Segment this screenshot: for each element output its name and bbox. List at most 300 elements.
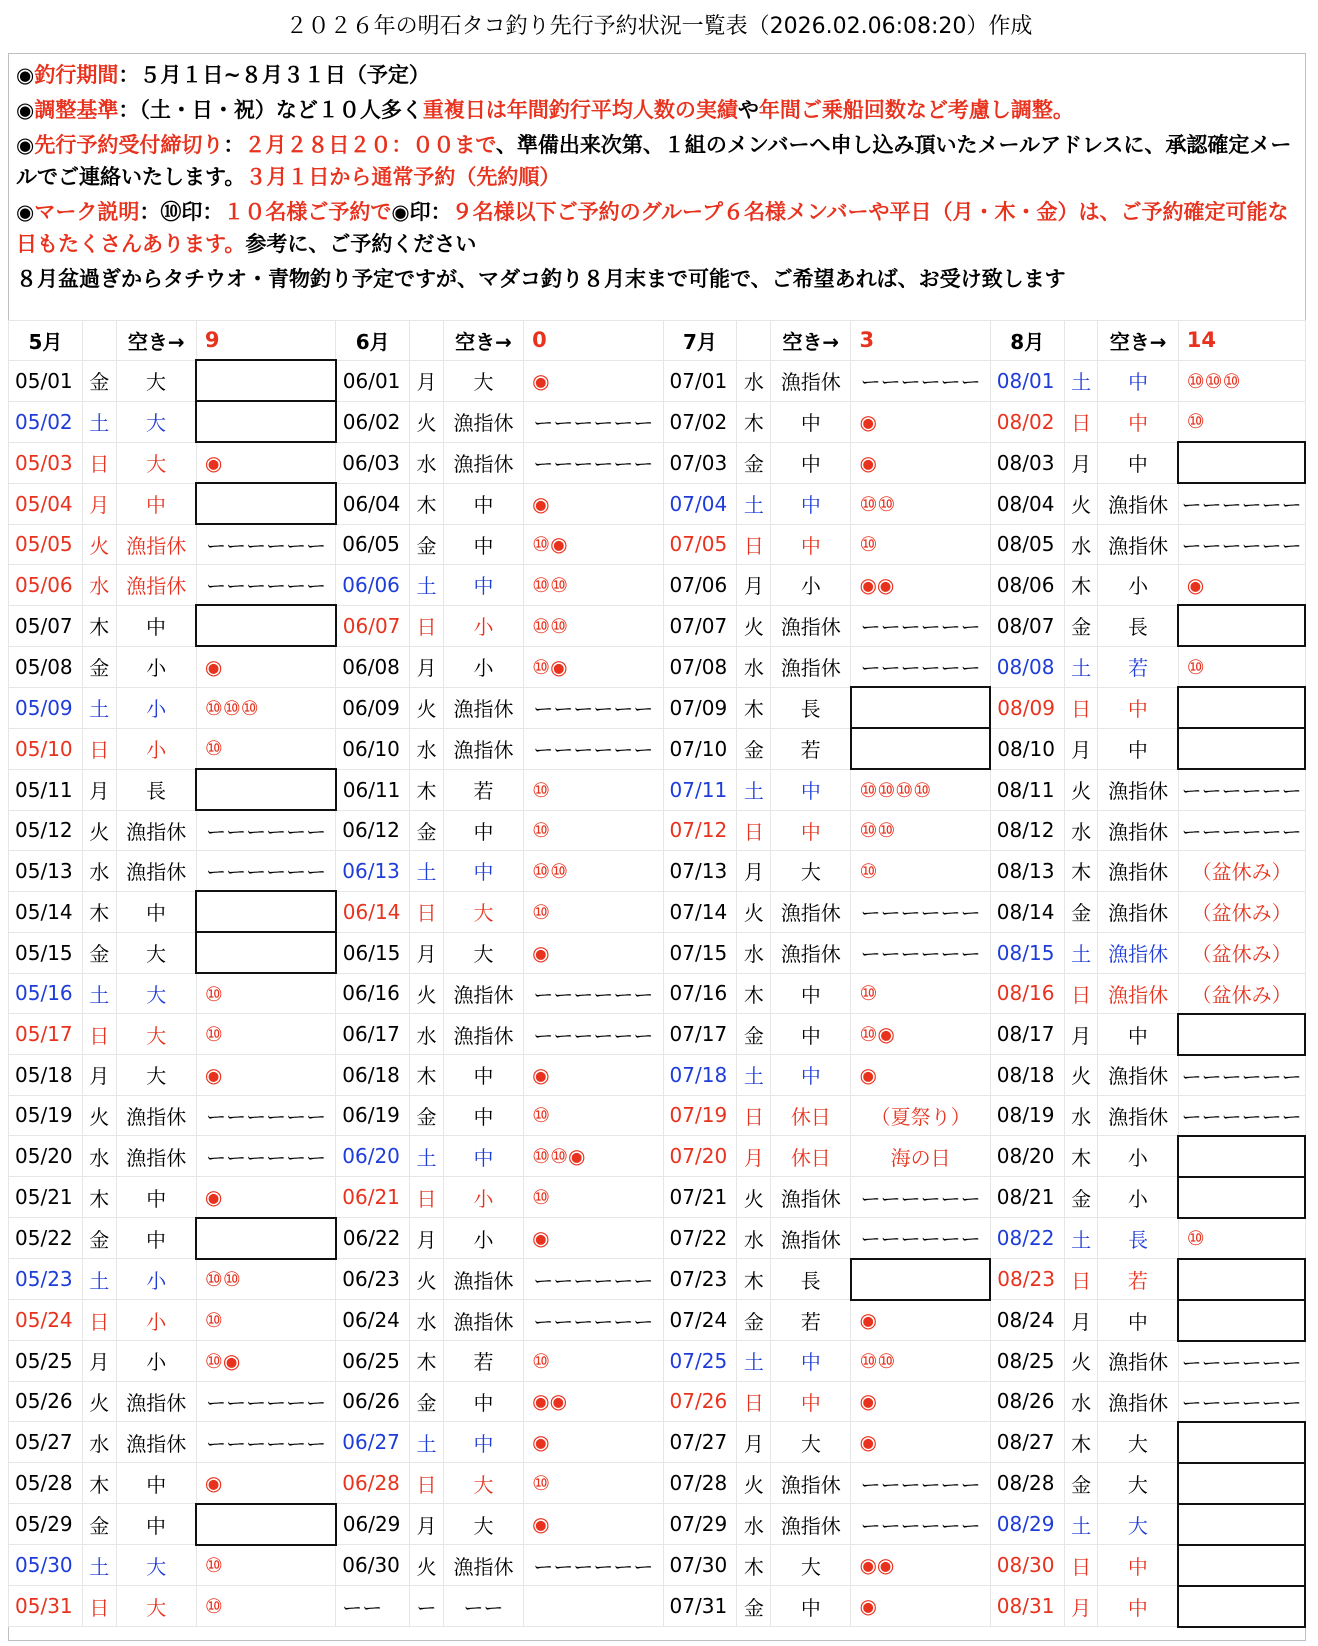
date-cell: 06/04 — [336, 483, 410, 524]
date-cell: 05/11 — [9, 769, 83, 810]
date-cell: 05/04 — [9, 483, 83, 524]
date-cell: 05/08 — [9, 646, 83, 687]
date-cell: 06/06 — [336, 565, 410, 606]
weekday-cell: 土 — [1064, 646, 1098, 687]
weekday-cell: 金 — [1064, 605, 1098, 646]
tide-cell: 大 — [771, 1545, 851, 1586]
reservation-mark: ⑩◉ — [524, 524, 663, 565]
weekday-cell: 水 — [737, 646, 771, 687]
weekday-cell: 水 — [737, 1218, 771, 1259]
reservation-mark: （盆休み） — [1178, 973, 1305, 1014]
tide-cell: 小 — [1098, 1136, 1178, 1177]
tide-cell: 中 — [443, 565, 523, 606]
date-cell: 06/09 — [336, 687, 410, 728]
table-row — [9, 524, 1306, 565]
tide-cell: 中 — [443, 483, 523, 524]
weekday-cell: 火 — [1064, 769, 1098, 810]
tide-cell: 中 — [443, 524, 523, 565]
table-row — [9, 973, 1306, 1014]
reservation-mark: ーーーーーー — [196, 810, 335, 851]
note-text: ： — [223, 132, 245, 157]
date-cell: 05/05 — [9, 524, 83, 565]
date-cell: 08/25 — [990, 1341, 1064, 1382]
reservation-mark: ーーーーーー — [851, 1504, 990, 1545]
available-slot — [851, 728, 990, 769]
available-slot — [196, 1504, 335, 1545]
tide-cell: 大 — [1098, 1422, 1178, 1463]
header-blank — [737, 321, 771, 361]
date-cell: 06/28 — [336, 1463, 410, 1504]
date-cell: 07/23 — [663, 1259, 737, 1300]
weekday-cell: 土 — [410, 1422, 444, 1463]
tide-cell: 漁指休 — [1098, 851, 1178, 892]
available-slot — [1178, 1300, 1305, 1341]
weekday-cell: 火 — [1064, 1055, 1098, 1096]
date-cell: 06/07 — [336, 605, 410, 646]
reservation-mark: ◉ — [196, 442, 335, 483]
weekday-cell: 火 — [737, 605, 771, 646]
vacancy-count: 9 — [196, 321, 335, 361]
tide-cell: 小 — [443, 1177, 523, 1218]
reservation-mark: ◉ — [524, 1055, 663, 1096]
date-cell: 06/30 — [336, 1545, 410, 1586]
reservation-mark: ーーーーーー — [1178, 1095, 1305, 1136]
tide-cell: 中 — [1098, 1014, 1178, 1055]
reservation-table — [8, 320, 1306, 1628]
reservation-mark: ーーーーーー — [1178, 810, 1305, 851]
date-cell: 06/29 — [336, 1504, 410, 1545]
reservation-mark: ◉ — [1178, 565, 1305, 606]
reservation-mark: ⑩⑩ — [196, 1259, 335, 1300]
weekday-cell: 金 — [737, 1300, 771, 1341]
tide-cell: 漁指休 — [443, 401, 523, 442]
date-cell: 07/25 — [663, 1341, 737, 1382]
table-row — [9, 851, 1306, 892]
reservation-mark: ⑩⑩ — [524, 565, 663, 606]
reservation-mark: ーーーーーー — [196, 1381, 335, 1422]
tide-cell: 中 — [1098, 1300, 1178, 1341]
available-slot — [1178, 605, 1305, 646]
weekday-cell: 月 — [737, 851, 771, 892]
reservation-mark: ーーーーーー — [524, 1014, 663, 1055]
date-cell: 07/07 — [663, 605, 737, 646]
reservation-mark: ーーーーーー — [851, 1463, 990, 1504]
available-slot — [1178, 1586, 1305, 1627]
reservation-mark: ⑩ — [851, 524, 990, 565]
weekday-cell: 金 — [1064, 891, 1098, 932]
weekday-cell: 日 — [737, 1381, 771, 1422]
tide-cell: 大 — [116, 973, 196, 1014]
tide-cell: 中 — [116, 605, 196, 646]
reservation-mark: ーーーーーー — [196, 1136, 335, 1177]
reservation-mark: ◉ — [524, 483, 663, 524]
tide-cell: 漁指休 — [1098, 891, 1178, 932]
weekday-cell: 木 — [82, 605, 116, 646]
note-text: や — [737, 97, 759, 122]
table-row — [9, 1055, 1306, 1096]
date-cell: 06/26 — [336, 1381, 410, 1422]
date-cell: 08/28 — [990, 1463, 1064, 1504]
weekday-cell: 土 — [410, 1136, 444, 1177]
tide-cell: 漁指休 — [116, 565, 196, 606]
reservation-mark: ⑩◉ — [524, 646, 663, 687]
weekday-cell: 金 — [82, 932, 116, 973]
tide-cell: 中 — [771, 442, 851, 483]
reservation-mark: ーーーーーー — [851, 360, 990, 401]
weekday-cell: 金 — [410, 524, 444, 565]
date-cell: 05/21 — [9, 1177, 83, 1218]
reservation-mark: ⑩⑩⑩ — [196, 687, 335, 728]
date-cell: 07/18 — [663, 1055, 737, 1096]
reservation-mark: ーーーーーー — [851, 891, 990, 932]
weekday-cell: 木 — [82, 1463, 116, 1504]
table-row — [9, 1504, 1306, 1545]
date-cell: 05/03 — [9, 442, 83, 483]
date-cell: 06/20 — [336, 1136, 410, 1177]
tide-cell: 大 — [116, 1545, 196, 1586]
date-cell: 08/27 — [990, 1422, 1064, 1463]
tide-cell: 漁指休 — [116, 524, 196, 565]
tide-cell: 漁指休 — [771, 1218, 851, 1259]
tide-cell: 小 — [116, 1259, 196, 1300]
tide-cell: 大 — [771, 851, 851, 892]
tide-cell: 長 — [771, 687, 851, 728]
weekday-cell: 日 — [737, 524, 771, 565]
date-cell: ーー — [336, 1586, 410, 1627]
weekday-cell: 水 — [82, 1422, 116, 1463]
date-cell: 05/20 — [9, 1136, 83, 1177]
weekday-cell: 水 — [410, 1014, 444, 1055]
date-cell: 05/25 — [9, 1341, 83, 1382]
note-text: 参考に、ご予約ください — [245, 231, 477, 256]
reservation-mark: ⑩ — [196, 1545, 335, 1586]
weekday-cell: 火 — [737, 1463, 771, 1504]
date-cell: 08/30 — [990, 1545, 1064, 1586]
date-cell: 05/27 — [9, 1422, 83, 1463]
date-cell: 08/02 — [990, 401, 1064, 442]
reservation-mark: ⑩ — [1178, 646, 1305, 687]
weekday-cell: 土 — [737, 1055, 771, 1096]
weekday-cell: 月 — [410, 646, 444, 687]
tide-cell: 小 — [443, 1218, 523, 1259]
date-cell: 05/14 — [9, 891, 83, 932]
month-label: 6月 — [336, 321, 410, 361]
tide-cell: 中 — [1098, 360, 1178, 401]
weekday-cell: 土 — [1064, 1504, 1098, 1545]
date-cell: 07/26 — [663, 1381, 737, 1422]
reservation-mark: ⑩ — [851, 851, 990, 892]
date-cell: 07/14 — [663, 891, 737, 932]
tide-cell: 中 — [771, 1586, 851, 1627]
weekday-cell: 日 — [737, 810, 771, 851]
date-cell: 08/12 — [990, 810, 1064, 851]
weekday-cell: 水 — [1064, 524, 1098, 565]
weekday-cell: 日 — [410, 891, 444, 932]
date-cell: 08/07 — [990, 605, 1064, 646]
tide-cell: 小 — [116, 687, 196, 728]
available-slot — [851, 687, 990, 728]
tide-cell: 漁指休 — [771, 891, 851, 932]
tide-cell: 中 — [771, 524, 851, 565]
tide-cell: 若 — [1098, 1259, 1178, 1300]
reservation-mark: ⑩ — [524, 1177, 663, 1218]
weekday-cell: 水 — [82, 565, 116, 606]
date-cell: 08/22 — [990, 1218, 1064, 1259]
reservation-mark: ーーーーーー — [196, 1095, 335, 1136]
reservation-mark: ⑩ — [196, 1014, 335, 1055]
weekday-cell: 木 — [737, 1259, 771, 1300]
weekday-cell: 金 — [737, 1014, 771, 1055]
note-text: １０名様ご予約で — [223, 199, 392, 224]
weekday-cell: 月 — [410, 360, 444, 401]
weekday-cell: 月 — [410, 1218, 444, 1259]
date-cell: 07/02 — [663, 401, 737, 442]
note-line — [16, 59, 1306, 91]
weekday-cell: 日 — [1064, 1545, 1098, 1586]
note-text: ２月２８日２０：００まで — [244, 132, 496, 157]
date-cell: 06/10 — [336, 728, 410, 769]
reservation-mark: ーーーーーー — [1178, 483, 1305, 524]
date-cell: 06/13 — [336, 851, 410, 892]
reservation-mark: 海の日 — [851, 1136, 990, 1177]
reservation-mark: ⑩⑩⑩ — [1178, 360, 1305, 401]
weekday-cell: 水 — [1064, 1381, 1098, 1422]
date-cell: 05/26 — [9, 1381, 83, 1422]
table-row — [9, 646, 1306, 687]
reservation-mark: ⑩ — [524, 891, 663, 932]
date-cell: 06/22 — [336, 1218, 410, 1259]
date-cell: 08/16 — [990, 973, 1064, 1014]
weekday-cell: 火 — [82, 1095, 116, 1136]
reservation-mark: ⑩⑩ — [524, 851, 663, 892]
reservation-mark: ◉◉ — [524, 1381, 663, 1422]
date-cell: 07/05 — [663, 524, 737, 565]
weekday-cell: 金 — [1064, 1463, 1098, 1504]
reservation-mark: ーーーーーー — [851, 932, 990, 973]
date-cell: 05/22 — [9, 1218, 83, 1259]
tide-cell: 漁指休 — [443, 1014, 523, 1055]
weekday-cell: 火 — [410, 1545, 444, 1586]
reservation-mark: ーーーーーー — [524, 1300, 663, 1341]
reservation-mark: ◉ — [524, 360, 663, 401]
date-cell: 08/08 — [990, 646, 1064, 687]
tide-cell: 中 — [1098, 1545, 1178, 1586]
date-cell: 06/16 — [336, 973, 410, 1014]
table-row — [9, 565, 1306, 606]
weekday-cell: ー — [410, 1586, 444, 1627]
weekday-cell: 月 — [1064, 728, 1098, 769]
weekday-cell: 火 — [82, 810, 116, 851]
tide-cell: 大 — [443, 1504, 523, 1545]
tide-cell: 中 — [1098, 401, 1178, 442]
tide-cell: 漁指休 — [1098, 973, 1178, 1014]
date-cell: 05/28 — [9, 1463, 83, 1504]
weekday-cell: 水 — [737, 1504, 771, 1545]
reservation-mark: ◉ — [196, 1463, 335, 1504]
tide-cell: 漁指休 — [116, 1095, 196, 1136]
note-text: 重複日は年間釣行平均人数の実績 — [422, 97, 738, 122]
tide-cell: 中 — [1098, 442, 1178, 483]
date-cell: 06/18 — [336, 1055, 410, 1096]
table-row — [9, 1422, 1306, 1463]
reservation-mark: ⑩⑩ — [851, 483, 990, 524]
space-label: 空き→ — [1098, 321, 1178, 361]
table-row — [9, 1095, 1306, 1136]
tide-cell: 休日 — [771, 1095, 851, 1136]
weekday-cell: 木 — [410, 483, 444, 524]
reservation-mark: ーーーーーー — [851, 1218, 990, 1259]
date-cell: 06/21 — [336, 1177, 410, 1218]
note-text: ◉ — [16, 132, 35, 157]
tide-cell: 漁指休 — [771, 932, 851, 973]
tide-cell: 中 — [771, 401, 851, 442]
reservation-mark: （盆休み） — [1178, 932, 1305, 973]
weekday-cell: 土 — [410, 851, 444, 892]
available-slot — [1178, 1259, 1305, 1300]
table-row — [9, 1381, 1306, 1422]
weekday-cell: 土 — [1064, 932, 1098, 973]
reservation-mark: （盆休み） — [1178, 891, 1305, 932]
available-slot — [196, 769, 335, 810]
date-cell: 06/12 — [336, 810, 410, 851]
note-text: ：⑩印： — [139, 199, 224, 224]
weekday-cell: 木 — [82, 1177, 116, 1218]
table-row — [9, 932, 1306, 973]
reservation-mark: ーーーーーー — [524, 728, 663, 769]
reservation-mark: ◉ — [196, 646, 335, 687]
reservation-mark: ーーーーーー — [196, 565, 335, 606]
month-label: 7月 — [663, 321, 737, 361]
table-row — [9, 605, 1306, 646]
date-cell: 05/15 — [9, 932, 83, 973]
reservation-mark: ⑩⑩ — [524, 605, 663, 646]
date-cell: 06/25 — [336, 1341, 410, 1382]
tide-cell: 大 — [116, 401, 196, 442]
weekday-cell: 月 — [1064, 442, 1098, 483]
tide-cell: 大 — [443, 1463, 523, 1504]
weekday-cell: 金 — [82, 360, 116, 401]
tide-cell: 小 — [116, 728, 196, 769]
vacancy-count: 3 — [851, 321, 990, 361]
date-cell: 08/21 — [990, 1177, 1064, 1218]
weekday-cell: 金 — [737, 728, 771, 769]
reservation-mark: ⑩ — [524, 1463, 663, 1504]
tide-cell: 若 — [771, 728, 851, 769]
date-cell: 06/08 — [336, 646, 410, 687]
space-label: 空き→ — [443, 321, 523, 361]
reservation-mark: ◉ — [524, 932, 663, 973]
date-cell: 06/15 — [336, 932, 410, 973]
weekday-cell: 日 — [82, 1014, 116, 1055]
header-row — [9, 321, 1306, 361]
weekday-cell: 日 — [82, 442, 116, 483]
weekday-cell: 水 — [82, 1136, 116, 1177]
available-slot — [1178, 1463, 1305, 1504]
date-cell: 08/14 — [990, 891, 1064, 932]
weekday-cell: 土 — [82, 401, 116, 442]
table-row — [9, 1218, 1306, 1259]
date-cell: 05/06 — [9, 565, 83, 606]
table-row — [9, 1177, 1306, 1218]
date-cell: 08/13 — [990, 851, 1064, 892]
tide-cell: 漁指休 — [116, 1422, 196, 1463]
tide-cell: 漁指休 — [1098, 1095, 1178, 1136]
date-cell: 08/31 — [990, 1586, 1064, 1627]
reservation-mark: ーーーーーー — [1178, 769, 1305, 810]
tide-cell: 中 — [1098, 687, 1178, 728]
weekday-cell: 木 — [737, 401, 771, 442]
date-cell: 06/01 — [336, 360, 410, 401]
tide-cell: 若 — [1098, 646, 1178, 687]
tide-cell: 小 — [116, 646, 196, 687]
available-slot — [196, 360, 335, 401]
weekday-cell: 土 — [82, 973, 116, 1014]
available-slot — [196, 891, 335, 932]
tide-cell: 中 — [771, 1381, 851, 1422]
date-cell: 06/14 — [336, 891, 410, 932]
tide-cell: 漁指休 — [771, 360, 851, 401]
tide-cell: 小 — [443, 646, 523, 687]
tide-cell: 漁指休 — [116, 1136, 196, 1177]
date-cell: 07/29 — [663, 1504, 737, 1545]
weekday-cell: 土 — [1064, 360, 1098, 401]
weekday-cell: 土 — [82, 1259, 116, 1300]
date-cell: 05/31 — [9, 1586, 83, 1627]
tide-cell: 漁指休 — [443, 973, 523, 1014]
tide-cell: 大 — [1098, 1504, 1178, 1545]
date-cell: 06/11 — [336, 769, 410, 810]
tide-cell: 大 — [116, 442, 196, 483]
weekday-cell: 日 — [1064, 401, 1098, 442]
weekday-cell: 月 — [737, 1422, 771, 1463]
date-cell: 08/05 — [990, 524, 1064, 565]
page-title: ２０２６年の明石タコ釣り先行予約状況一覧表（2026.02.06:08:20）作成 — [285, 14, 1033, 39]
table-row — [9, 1586, 1306, 1627]
vacancy-count: 14 — [1178, 321, 1305, 361]
reservation-mark: ーーーーーー — [524, 442, 663, 483]
available-slot — [196, 483, 335, 524]
reservation-mark: ーーーーーー — [1178, 1055, 1305, 1096]
tide-cell: 中 — [1098, 1586, 1178, 1627]
note-text: 釣行期間 — [34, 62, 119, 87]
date-cell: 07/13 — [663, 851, 737, 892]
date-cell: 07/27 — [663, 1422, 737, 1463]
weekday-cell: 金 — [82, 1218, 116, 1259]
available-slot — [1178, 1422, 1305, 1463]
date-cell: 07/11 — [663, 769, 737, 810]
note-line — [16, 94, 1306, 126]
weekday-cell: 日 — [82, 728, 116, 769]
weekday-cell: 水 — [82, 851, 116, 892]
weekday-cell: 日 — [82, 1300, 116, 1341]
date-cell: 07/28 — [663, 1463, 737, 1504]
tide-cell: 漁指休 — [443, 1545, 523, 1586]
table-row — [9, 1300, 1306, 1341]
weekday-cell: 水 — [410, 442, 444, 483]
tide-cell: 中 — [443, 1095, 523, 1136]
table-row — [9, 483, 1306, 524]
date-cell: 07/08 — [663, 646, 737, 687]
weekday-cell: 木 — [1064, 1422, 1098, 1463]
available-slot — [1178, 1504, 1305, 1545]
weekday-cell: 金 — [410, 810, 444, 851]
vacancy-count: 0 — [524, 321, 663, 361]
date-cell: 06/05 — [336, 524, 410, 565]
date-cell: 08/20 — [990, 1136, 1064, 1177]
date-cell: 05/09 — [9, 687, 83, 728]
weekday-cell: 火 — [410, 401, 444, 442]
tide-cell: 漁指休 — [1098, 483, 1178, 524]
